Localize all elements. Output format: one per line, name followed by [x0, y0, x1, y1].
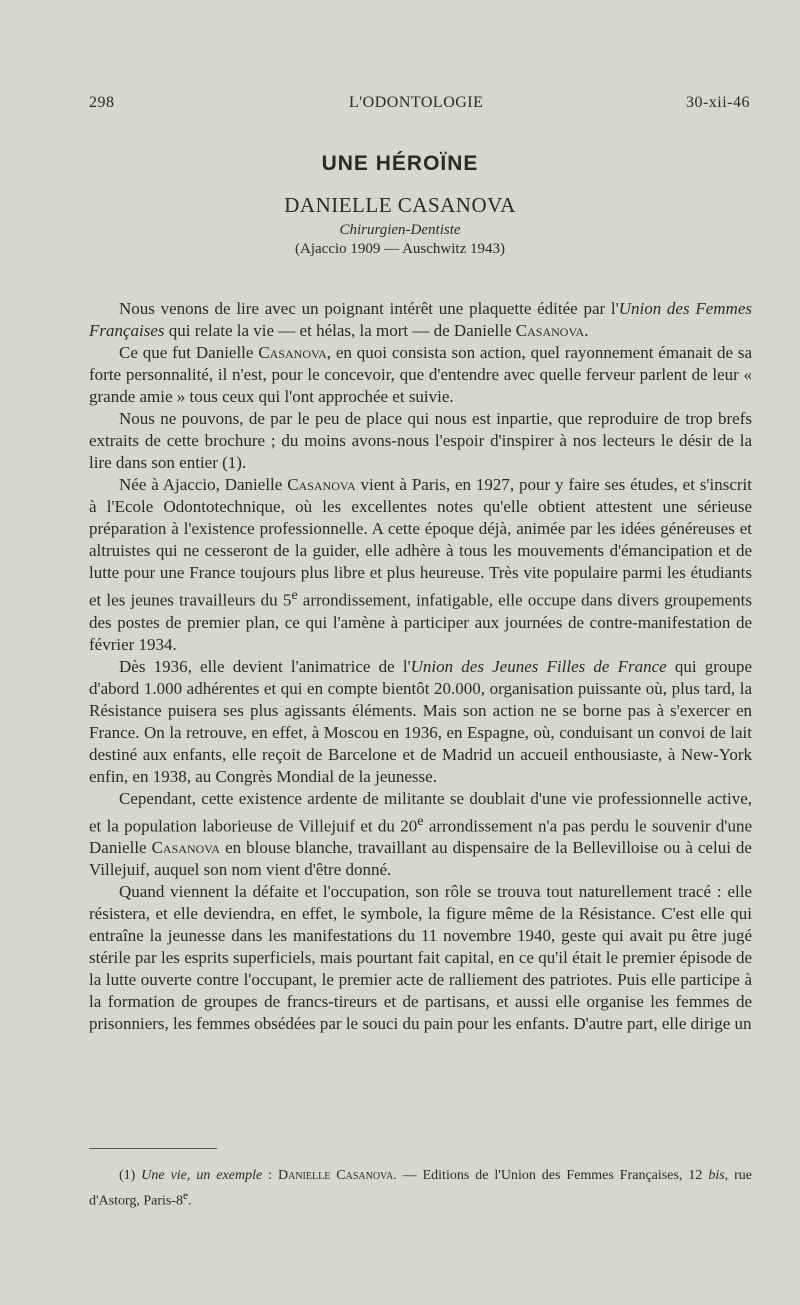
paragraph: Nous venons de lire avec un poignant intérêt une plaquette éditée par l'Union des Femmes Françaises qui relate la vie — et hélas, la mort — de Danielle Casanova. — [89, 299, 752, 340]
paragraph: Cependant, cette existence ardente de militante se doublait d'une vie professionnelle active, et la population laborieuse de Villejuif et du 20e arrondissement n'a pas perdu le souvenir d'une Danielle Casanova en blouse blanche, travaillant au dispensaire de la Bellevilloise ou à celui de Villejuif, auquel son nom vient d'être donné. — [89, 788, 752, 880]
page-number: 298 — [89, 94, 115, 111]
journal-title: L'ODONTOLOGIE — [349, 94, 484, 111]
issue-date: 30-xii-46 — [685, 94, 750, 111]
article-body — [89, 298, 752, 1035]
footnote-divider — [89, 1148, 217, 1149]
paragraph: Née à Ajaccio, Danielle Casanova vient à Paris, en 1927, pour y faire ses études, et s'inscrit à l'Ecole Odontotechnique, où les excellentes notes qu'elle obtient attestent une sérieuse préparation à l'existence professionnelle. A cette époque déjà, animée par les idées généreuses et altruistes qui ne cesseront de la guider, elle adhère à tous les mouvements d'émancipation et de lutte pour une France toujours plus libre et plus heureuse. Très vite populaire parmi les étudiants et les jeunes travailleurs du 5e arrondissement, infatigable, elle occupe dans divers groupements des postes de premier plan, ce qui l'amène à participer aux journées de contre-manifestation de février 1934. — [89, 475, 752, 654]
subject-dates: (Ajaccio 1909 — Auschwitz 1943) — [295, 241, 505, 257]
paragraph: Dès 1936, elle devient l'animatrice de l'Union des Jeunes Filles de France qui groupe d'abord 1.000 adhérentes et qui en compte bientôt 20.000, organisation puissante où, plus tard, la Résistance puisera ses plus agissants éléments. Mais son action ne se borne pas à s'exercer en France. On la retrouve, en effet, à Moscou en 1936, en Espagne, où, conduisant un convoi de lait destiné aux enfants, elle reçoit de Barcelone et de Madrid un accueil enthousiaste, à New-York enfin, en 1938, au Congrès Mondial de la jeunesse. — [89, 656, 752, 786]
footnote: (1) Une vie, un exemple : Danielle Casanova. — Editions de l'Union des Femmes Françaises, 12 bis, rue d'Astorg, Paris-8e. — [89, 1168, 752, 1209]
paragraph: Nous ne pouvons, de par le peu de place qui nous est inpartie, que reproduire de trop brefs extraits de cette brochure ; du moins avons-nous l'espoir d'inspirer à nos lecteurs le désir de la lire dans son entier (1). — [89, 409, 752, 472]
subject-profession: Chirurgien-Dentiste — [339, 222, 461, 238]
article-title: UNE HÉROÏNE — [321, 152, 479, 175]
running-head — [89, 94, 750, 118]
paragraph: Ce que fut Danielle Casanova, en quoi consista son action, quel rayonnement émanait de sa forte personnalité, il n'est, pour le concevoir, que d'entendre avec quelle ferveur parlent de leur « grande amie » tous ceux qui l'ont approchée et suivie. — [89, 343, 753, 406]
paragraph: Quand viennent la défaite et l'occupation, son rôle se trouva tout naturellement tracé : elle résistera, et elle deviendra, en effet, le symbole, la figure même de la Résistance. C'est elle qui entraîne la jeunesse dans les manifestations du 11 novembre 1940, geste qui avait pu être jugé stérile par les esprits superficiels, mais pourtant fait capital, en ce qu'il était le premier épisode de la lutte ouverte contre l'occupant, le premier acte de ralliement des patriotes. Puis elle participe à la formation de groupes de francs-tireurs et de partisans, et aussi elle organise les femmes de prisonniers, les femmes obsédées par le souci du pain pour les enfants. D'autre part, elle dirige un — [89, 882, 752, 1034]
article-subject: DANIELLE CASANOVA — [284, 193, 516, 217]
